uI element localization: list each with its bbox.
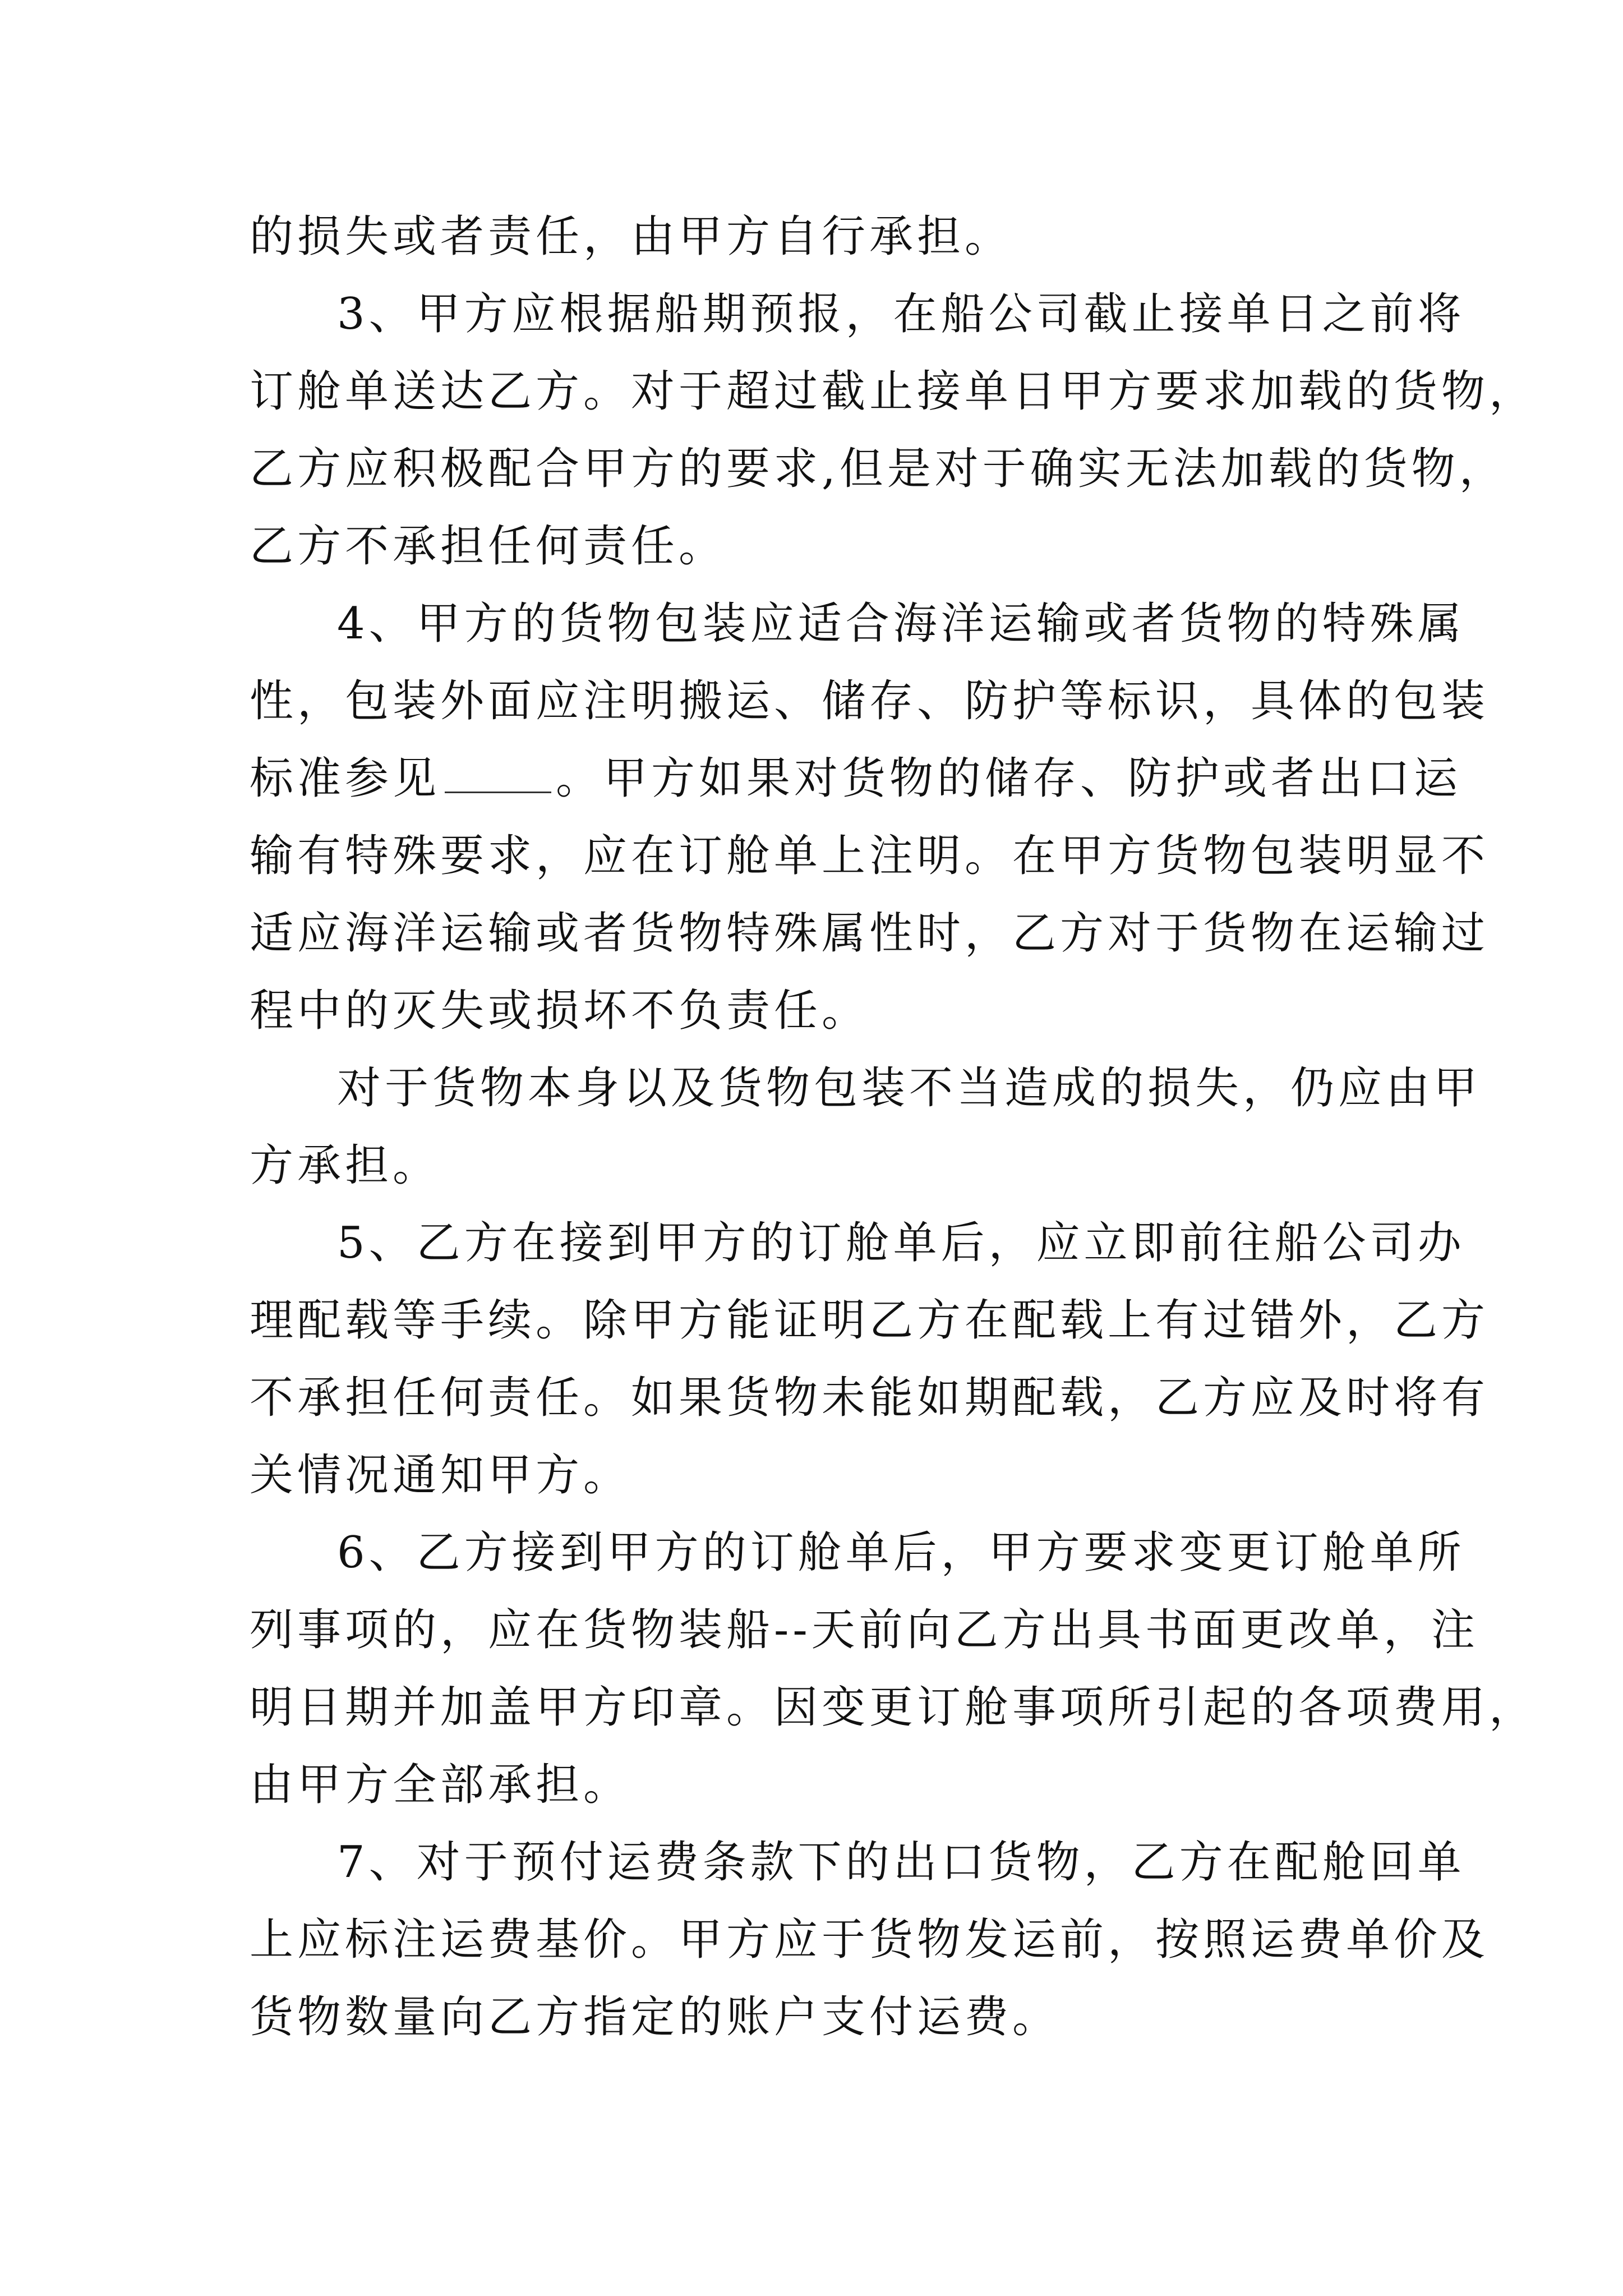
text-line: 不承担任何责任。如果货物未能如期配载，乙方应及时将有 bbox=[250, 1373, 1490, 1423]
text-segment: 标准参见 bbox=[250, 753, 441, 804]
paragraph-line: 对于货物本身以及货物包装不当造成的损失，仍应由甲 bbox=[337, 1063, 1482, 1114]
text-line: 关情况通知甲方。 bbox=[250, 1450, 631, 1501]
text-line: 输有特殊要求，应在订舱单上注明。在甲方货物包装明显不 bbox=[250, 831, 1490, 881]
clause-5-line: 5、乙方在接到甲方的订舱单后，应立即前往船公司办 bbox=[337, 1218, 1465, 1268]
text-line: 的损失或者责任，由甲方自行承担。 bbox=[250, 211, 1013, 262]
text-line-with-blank bbox=[250, 749, 1461, 808]
text-line: 程中的灭失或损坏不负责任。 bbox=[250, 986, 870, 1036]
text-line: 上应标注运费基价。甲方应于货物发运前，按照运费单价及 bbox=[250, 1915, 1490, 1965]
text-line: 由甲方全部承担。 bbox=[250, 1760, 631, 1810]
clause-3-line: 3、甲方应根据船期预报，在船公司截止接单日之前将 bbox=[337, 289, 1465, 339]
text-line: 方承担。 bbox=[250, 1140, 441, 1191]
text-line: 适应海洋运输或者货物特殊属性时，乙方对于货物在运输过 bbox=[250, 908, 1490, 959]
text-line: 货物数量向乙方指定的账户支付运费。 bbox=[250, 1992, 1061, 2042]
text-line: 明日期并加盖甲方印章。因变更订舱事项所引起的各项费用， bbox=[250, 1682, 1537, 1733]
clause-4-line: 4、甲方的货物包装应适合海洋运输或者货物的特殊属 bbox=[337, 599, 1465, 649]
text-line: 理配载等手续。除甲方能证明乙方在配载上有过错外，乙方 bbox=[250, 1295, 1490, 1346]
clause-7-line: 7、对于预付运费条款下的出口货物，乙方在配舱回单 bbox=[337, 1837, 1465, 1888]
fill-in-blank bbox=[445, 758, 551, 793]
text-line: 乙方应积极配合甲方的要求,但是对于确实无法加载的货物， bbox=[250, 444, 1507, 494]
text-line: 性，包装外面应注明搬运、储存、防护等标识，具体的包装 bbox=[250, 676, 1490, 726]
text-segment: 。甲方如果对货物的储存、防护或者出口运 bbox=[556, 753, 1462, 804]
text-line: 订舱单送达乙方。对于超过截止接单日甲方要求加载的货物， bbox=[250, 366, 1537, 417]
text-line: 乙方不承担任何责任。 bbox=[250, 521, 727, 572]
clause-6-line: 6、乙方接到甲方的订舱单后，甲方要求变更订舱单所 bbox=[337, 1527, 1465, 1578]
text-line: 列事项的，应在货物装船--天前向乙方出具书面更改单，注 bbox=[250, 1605, 1479, 1655]
